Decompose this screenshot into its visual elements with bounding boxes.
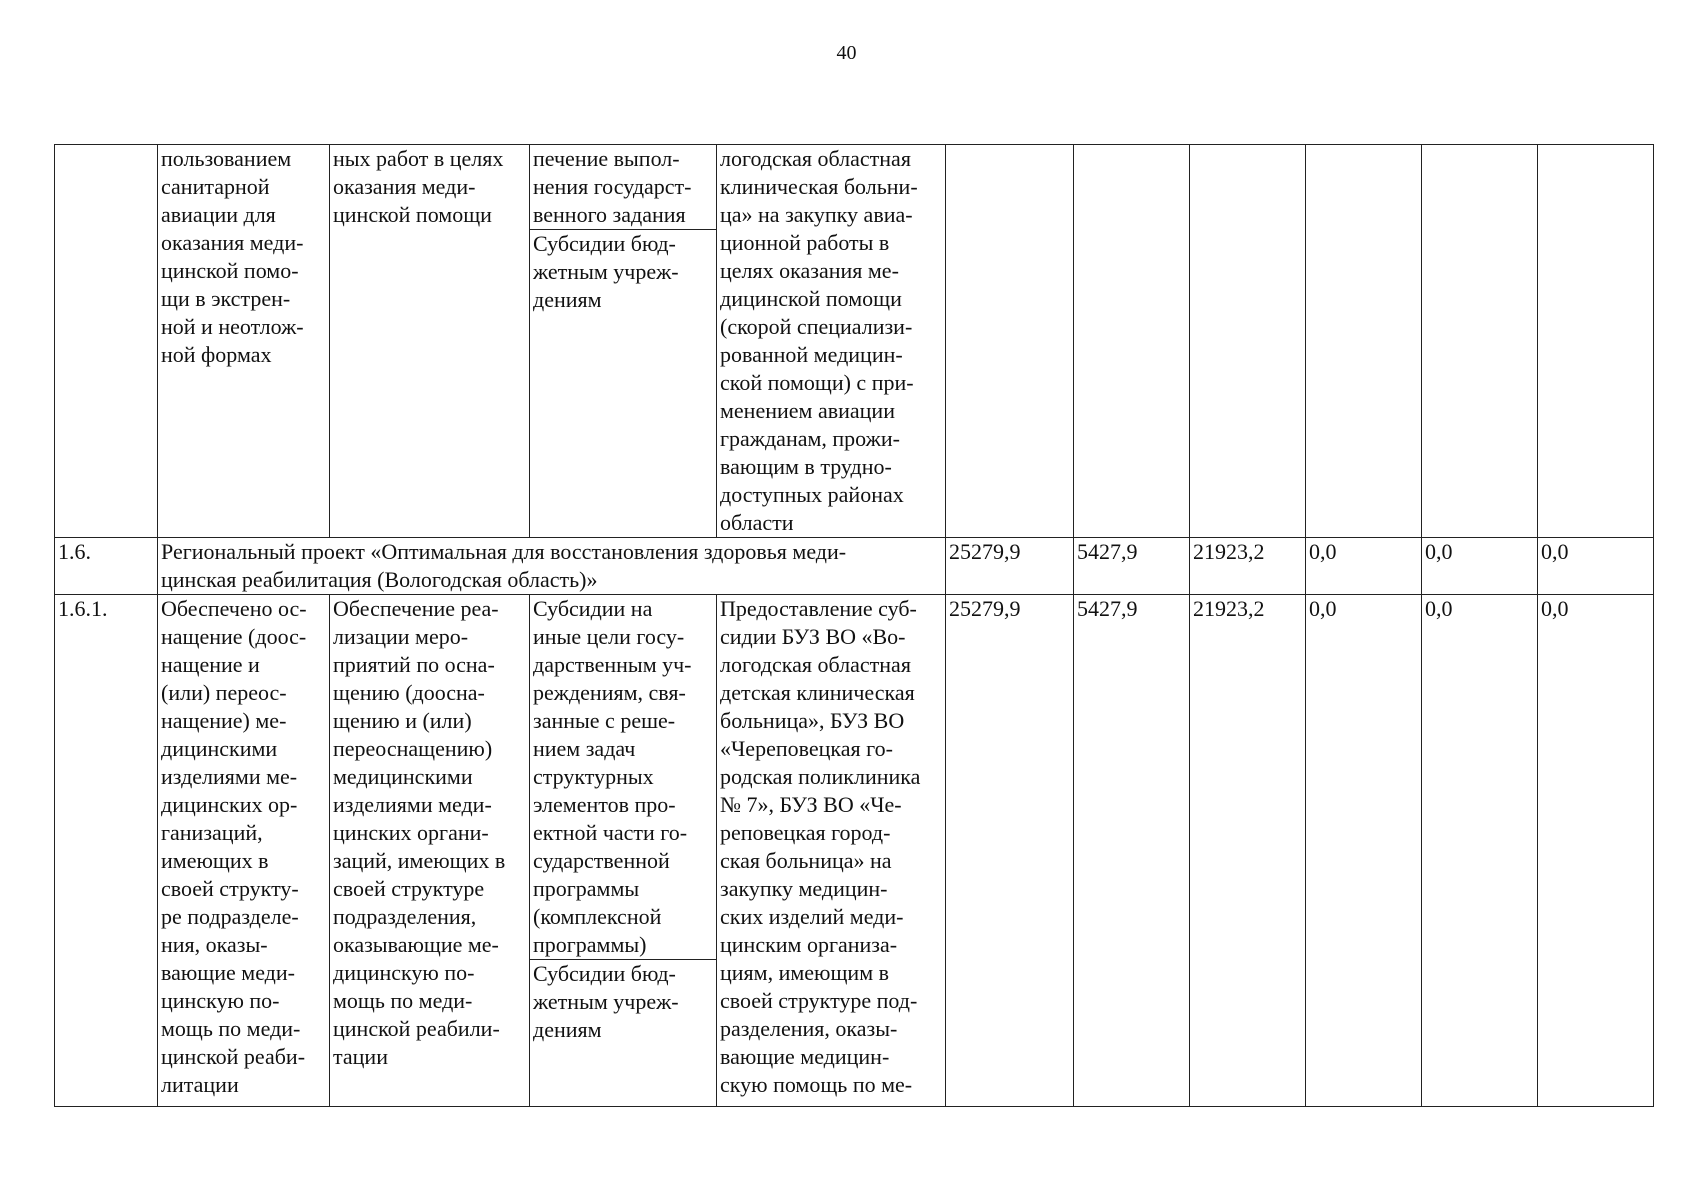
text-line: авиации для [161, 202, 276, 227]
text-line: менением авиации [720, 398, 895, 423]
text-line: переоснащению) [333, 736, 493, 761]
cell-project-title [158, 538, 946, 595]
text-line: Субсидии на [533, 596, 653, 621]
cell-type-bottom [533, 230, 714, 314]
text-line: щению (доосна- [333, 680, 485, 705]
text-line: Предоставление суб- [720, 596, 917, 621]
cell-result [330, 595, 530, 1107]
text-line: Субсидии бюд- [533, 961, 676, 986]
text-line: мощь по меди- [333, 988, 473, 1013]
cell-description [717, 145, 946, 538]
text-line: сидии БУЗ ВО «Во- [720, 624, 906, 649]
table-row-1-6-1 [55, 595, 1654, 1107]
text-line: № 7», БУЗ ВО «Че- [720, 792, 902, 817]
table-row-1-6 [55, 538, 1654, 595]
text-line: программы) [533, 932, 647, 957]
text-line: цинских органи- [333, 820, 489, 845]
table-row-continued [55, 145, 1654, 538]
text-line: щи в экстрен- [161, 286, 291, 311]
text-line: (или) переос- [161, 680, 287, 705]
text-line: изделиями меди- [333, 792, 492, 817]
cell-value [946, 145, 1074, 538]
text-line: программы [533, 876, 640, 901]
cell-value: 21923,2 [1190, 595, 1306, 1107]
text-line: жетным учреж- [533, 989, 679, 1014]
text-line: своей структу- [161, 876, 299, 901]
text-line: сударственной [533, 848, 670, 873]
text-line: родская поликлиника [720, 764, 921, 789]
text-line: нащение (доос- [161, 624, 307, 649]
cell-event [158, 145, 330, 538]
text-line: цинским организа- [720, 932, 898, 957]
text-line: Обеспечение реа- [333, 596, 499, 621]
text-line: доступных районах [720, 482, 904, 507]
text-line: вающие меди- [161, 960, 295, 985]
text-line: Обеспечено ос- [161, 596, 307, 621]
text-line: вающие медицин- [720, 1044, 890, 1069]
text-line: скую помощь по ме- [720, 1072, 913, 1097]
text-line: лизации меро- [333, 624, 469, 649]
text-line: мощь по меди- [161, 1016, 301, 1041]
text-line: ционной работы в [720, 230, 890, 255]
cell-value [1422, 145, 1538, 538]
text-line: литации [161, 1072, 239, 1097]
text-line: жетным учреж- [533, 259, 679, 284]
cell-value: 0,0 [1422, 595, 1538, 1107]
text-line: дицинских ор- [161, 792, 298, 817]
text-line: заций, имеющих в [333, 848, 506, 873]
text-line: ной и неотлож- [161, 314, 304, 339]
cell-type-bottom [533, 960, 714, 1044]
text-line: Региональный проект «Оптимальная для восстановления здоровья меди- [161, 539, 847, 564]
text-line: цинской помощи [333, 202, 492, 227]
text-line: венного задания [533, 202, 686, 227]
text-line: ной формах [161, 342, 272, 367]
text-line: приятий по осна- [333, 652, 495, 677]
text-line: ской помощи) с при- [720, 370, 914, 395]
text-line: ния, оказы- [161, 932, 268, 957]
text-line: (комплексной [533, 904, 662, 929]
text-line: ганизаций, [161, 820, 263, 845]
text-line: нием задач [533, 736, 636, 761]
text-line: тации [333, 1044, 388, 1069]
text-line: оказания меди- [161, 230, 304, 255]
cell-value: 0,0 [1306, 538, 1422, 595]
text-line: «Череповецкая го- [720, 736, 893, 761]
page-number: 40 [836, 42, 857, 64]
text-line: вающим в трудно- [720, 454, 892, 479]
text-line: цинскую по- [161, 988, 280, 1013]
text-line: дениям [533, 1017, 602, 1042]
text-line: печение выпол- [533, 146, 680, 171]
cell-value: 0,0 [1538, 538, 1654, 595]
cell-type [530, 145, 717, 538]
text-line: своей структуре под- [720, 988, 918, 1013]
text-line: ных работ в целях [333, 146, 504, 171]
text-line: реждениям, свя- [533, 680, 686, 705]
text-line: структурных [533, 764, 654, 789]
text-line: логодская областная [720, 146, 911, 171]
cell-event [158, 595, 330, 1107]
cell-value [1538, 145, 1654, 538]
text-line: циям, имеющим в [720, 960, 890, 985]
text-line: нения государст- [533, 174, 692, 199]
text-line: разделения, оказы- [720, 1016, 898, 1041]
text-line: закупку медицин- [720, 876, 888, 901]
text-line: дицинскую по- [333, 960, 475, 985]
text-line: ских изделий меди- [720, 904, 904, 929]
program-table [54, 144, 1654, 1107]
text-line: оказания меди- [333, 174, 476, 199]
text-line: медицинскими [333, 764, 473, 789]
text-line: реповецкая город- [720, 820, 891, 845]
text-line: пользованием [161, 146, 292, 171]
text-line: ектной части го- [533, 820, 688, 845]
text-line: занные с реше- [533, 708, 676, 733]
cell-value [1074, 145, 1190, 538]
text-line: цинской реаби- [161, 1044, 306, 1069]
text-line: ца» на закупку авиа- [720, 202, 913, 227]
text-line: дицинской помощи [720, 286, 902, 311]
text-line: (скорой специализи- [720, 314, 913, 339]
text-line: оказывающие ме- [333, 932, 499, 957]
text-line: логодская областная [720, 652, 911, 677]
text-line: дениям [533, 287, 602, 312]
text-line: цинской помо- [161, 258, 299, 283]
text-line: подразделения, [333, 904, 477, 929]
text-line: имеющих в [161, 848, 269, 873]
text-line: цинской реабили- [333, 1016, 500, 1041]
cell-number: 1.6. [55, 538, 158, 595]
cell-description [717, 595, 946, 1107]
text-line: больница», БУЗ ВО [720, 708, 905, 733]
text-line: цинская реабилитация (Вологодская область)» [161, 567, 598, 592]
cell-type-top [530, 145, 716, 230]
cell-value: 0,0 [1306, 595, 1422, 1107]
text-line: ре подразделе- [161, 904, 299, 929]
text-line: гражданам, прожи- [720, 426, 900, 451]
cell-number: 1.6.1. [55, 595, 158, 1107]
text-line: изделиями ме- [161, 764, 298, 789]
text-line: иные цели госу- [533, 624, 685, 649]
text-line: ская больница» на [720, 848, 892, 873]
text-line: Субсидии бюд- [533, 231, 676, 256]
text-line: дарственным уч- [533, 652, 692, 677]
cell-value: 5427,9 [1074, 538, 1190, 595]
text-line: нащение) ме- [161, 708, 287, 733]
cell-type-top [530, 595, 716, 960]
text-line: целях оказания ме- [720, 258, 899, 283]
text-line: рованной медицин- [720, 342, 903, 367]
cell-number [55, 145, 158, 538]
text-line: щению и (или) [333, 708, 472, 733]
cell-value: 21923,2 [1190, 538, 1306, 595]
cell-type [530, 595, 717, 1107]
cell-value: 5427,9 [1074, 595, 1190, 1107]
text-line: элементов про- [533, 792, 676, 817]
cell-value: 25279,9 [946, 595, 1074, 1107]
text-line: своей структуре [333, 876, 485, 901]
cell-value [1306, 145, 1422, 538]
cell-value: 0,0 [1422, 538, 1538, 595]
cell-value: 0,0 [1538, 595, 1654, 1107]
text-line: дицинскими [161, 736, 278, 761]
text-line: клиническая больни- [720, 174, 918, 199]
cell-value: 25279,9 [946, 538, 1074, 595]
text-line: детская клиническая [720, 680, 915, 705]
text-line: санитарной [161, 174, 270, 199]
cell-value [1190, 145, 1306, 538]
cell-result [330, 145, 530, 538]
text-line: нащение и [161, 652, 260, 677]
text-line: области [720, 510, 794, 535]
